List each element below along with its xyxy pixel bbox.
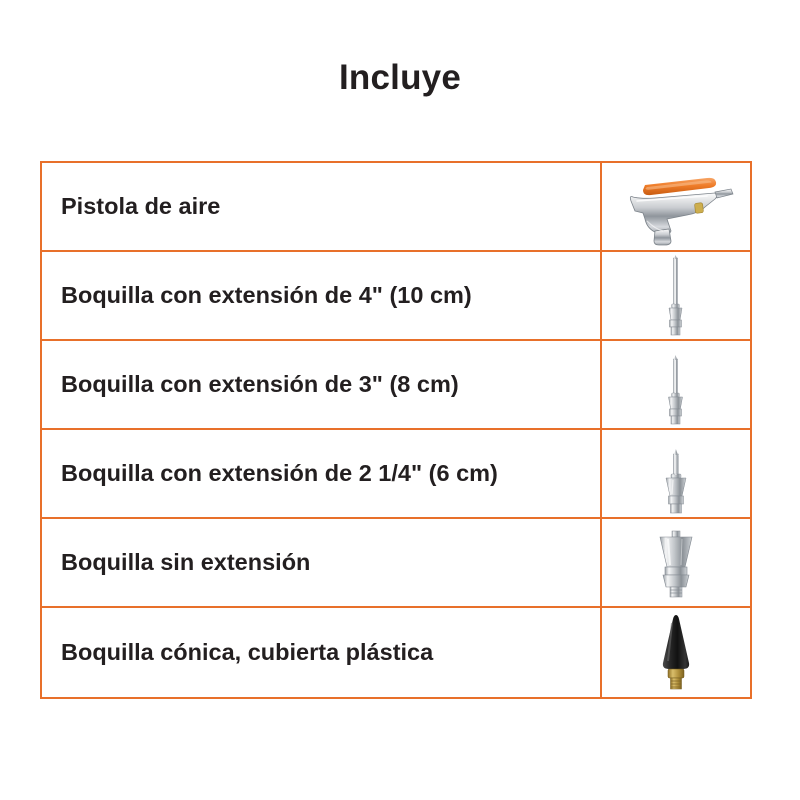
table-row	[42, 430, 750, 519]
table-cell-label: Boquilla sin extensión	[42, 519, 602, 606]
table-cell-label: Boquilla con extensión de 4" (10 cm)	[42, 252, 602, 339]
table-row	[42, 608, 750, 697]
table-cell-image	[602, 519, 750, 606]
table-cell-image	[602, 341, 750, 428]
nozzle-no-extension-image	[606, 520, 746, 606]
table-cell-label: Boquilla con extensión de 2 1/4" (6 cm)	[42, 430, 602, 517]
page-title: Incluye	[338, 58, 461, 97]
table-cell-image	[602, 430, 750, 517]
table-row	[42, 163, 750, 252]
air-blow-gun-image	[606, 164, 746, 250]
table-cell-image	[602, 608, 750, 697]
nozzle-extension-3in-image	[606, 342, 746, 428]
nozzle-extension-4in-image	[606, 253, 746, 339]
table-cell-image	[602, 252, 750, 339]
table-row	[42, 341, 750, 430]
nozzle-extension-2-1-4in-image	[606, 431, 746, 517]
table-row	[42, 519, 750, 608]
table-cell-label: Boquilla con extensión de 3" (8 cm)	[42, 341, 602, 428]
table-cell-image	[602, 163, 750, 250]
table-row	[42, 252, 750, 341]
table-cell-label: Boquilla cónica, cubierta plástica	[42, 608, 602, 697]
conical-nozzle-plastic-cover-image	[606, 610, 746, 696]
table-cell-label: Pistola de aire	[42, 163, 602, 250]
includes-table	[40, 161, 752, 699]
